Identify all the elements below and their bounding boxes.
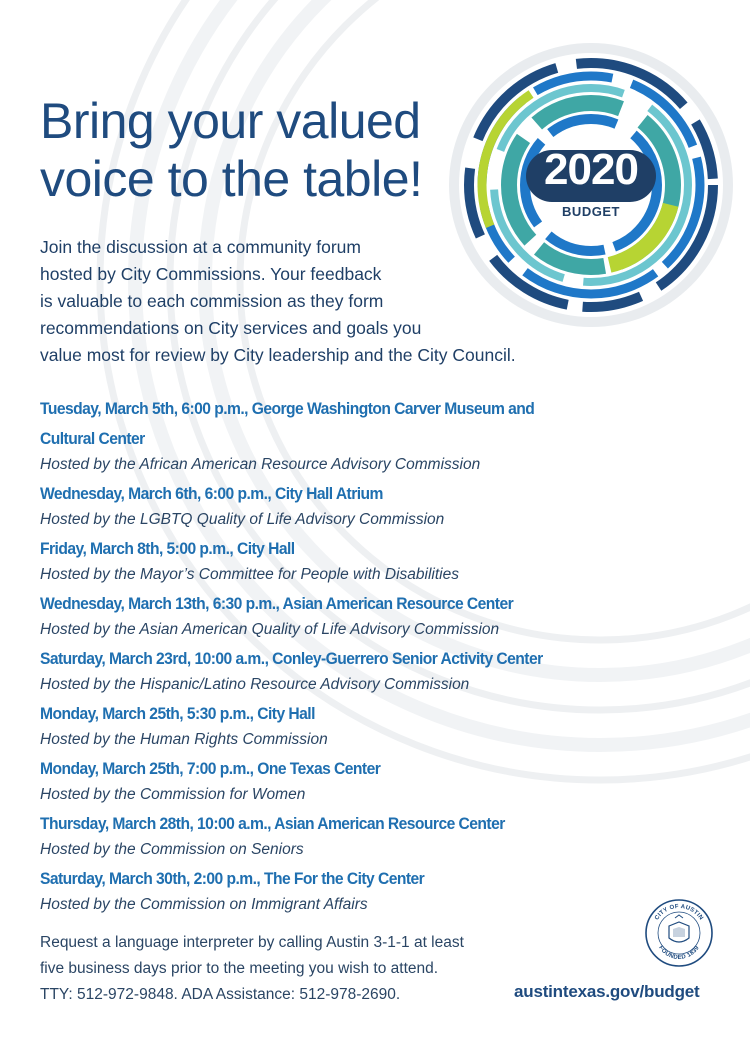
budget-label: BUDGET — [562, 204, 620, 219]
event-title: Monday, March 25th, 7:00 p.m., One Texas Center — [40, 759, 381, 778]
event-item — [40, 589, 600, 640]
intro-line: recommendations on City services and goals you — [40, 318, 422, 338]
event-host: Hosted by the Asian American Quality of Life Advisory Commission — [40, 621, 500, 638]
event-host: Hosted by the LGBTQ Quality of Life Advisory Commission — [40, 511, 445, 528]
budget-website-link[interactable]: austintexas.gov/budget — [514, 982, 700, 1001]
event-title: Wednesday, March 13th, 6:30 p.m., Asian American Resource Center — [40, 594, 514, 613]
event-title: Tuesday, March 5th, 6:00 p.m., George Washington Carver Museum and Cultural Center — [40, 399, 535, 448]
event-item — [40, 394, 600, 475]
event-host: Hosted by the Commission on Immigrant Affairs — [40, 896, 368, 913]
event-title: Saturday, March 23rd, 10:00 a.m., Conley-Guerrero Senior Activity Center — [40, 649, 543, 668]
event-item — [40, 644, 600, 695]
event-item — [40, 534, 600, 585]
event-host: Hosted by the Mayor’s Committee for People with Disabilities — [40, 566, 459, 583]
intro-line: is valuable to each commission as they form — [40, 291, 384, 311]
interpreter-note — [40, 930, 510, 1008]
event-item — [40, 864, 600, 915]
event-host: Hosted by the Hispanic/Latino Resource Advisory Commission — [40, 676, 470, 693]
intro-line: hosted by City Commissions. Your feedback — [40, 264, 382, 284]
event-host: Hosted by the Commission on Seniors — [40, 841, 304, 858]
seal-top-text: CITY OF AUSTIN — [654, 903, 704, 922]
event-title: Friday, March 8th, 5:00 p.m., City Hall — [40, 539, 295, 558]
interpreter-note-line: Request a language interpreter by calling Austin 3-1-1 at least — [40, 934, 464, 951]
contact-numbers: TTY: 512-972-9848. ADA Assistance: 512-978-2690. — [40, 986, 401, 1003]
event-title: Saturday, March 30th, 2:00 p.m., The For the City Center — [40, 869, 425, 888]
event-host: Hosted by the Commission for Women — [40, 786, 306, 803]
event-item — [40, 754, 600, 805]
event-title: Monday, March 25th, 5:30 p.m., City Hall — [40, 704, 315, 723]
event-item — [40, 809, 600, 860]
seal-bottom-text: FOUNDED 1839 — [657, 945, 701, 962]
headline — [40, 92, 422, 208]
city-seal-icon — [644, 898, 714, 968]
event-host: Hosted by the African American Resource Advisory Commission — [40, 456, 481, 473]
intro-paragraph — [40, 234, 580, 369]
intro-line: value most for review by City leadership and the City Council. — [40, 345, 516, 365]
event-title: Thursday, March 28th, 10:00 a.m., Asian American Resource Center — [40, 814, 505, 833]
interpreter-note-line: five business days prior to the meeting you wish to attend. — [40, 960, 439, 977]
budget-year: 2020 — [544, 145, 638, 194]
headline-line-1: Bring your valued — [40, 93, 421, 149]
headline-line-2: voice to the table! — [40, 151, 423, 207]
event-host: Hosted by the Human Rights Commission — [40, 731, 328, 748]
event-list — [40, 394, 600, 919]
event-item — [40, 699, 600, 750]
event-title: Wednesday, March 6th, 6:00 p.m., City Hall Atrium — [40, 484, 383, 503]
event-item — [40, 479, 600, 530]
intro-line: Join the discussion at a community forum — [40, 237, 361, 257]
